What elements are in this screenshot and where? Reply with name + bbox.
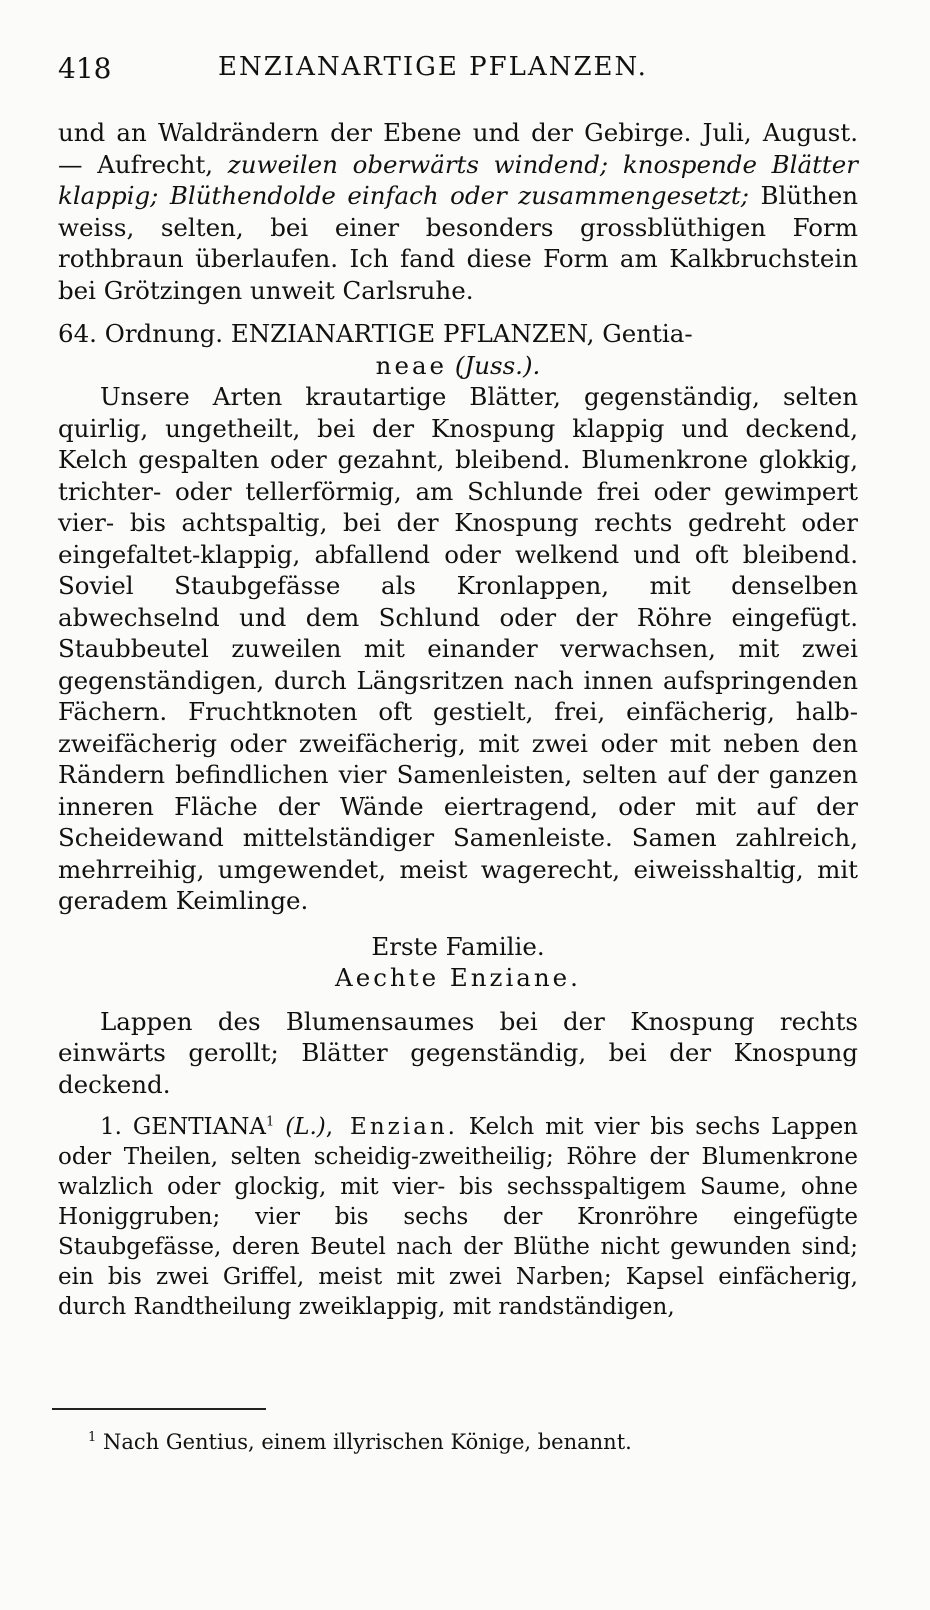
order-authority: (Juss.). [454,350,541,380]
footnote-marker: 1 [88,1430,97,1445]
page-number: 418 [58,52,112,85]
footnote-reference: 1 [265,1114,275,1130]
order-heading [58,318,858,350]
footnote-text: Nach Gentius, einem illyrischen Könige, benannt. [102,1430,632,1454]
order-description: Unsere Arten krautartige Blätter, gegenständig, selten quirlig, ungetheilt, bei der Knospung klappig und deckend, Kelch gespalten oder gezahnt, bleibend. Blumenkrone glokkig, trichter- oder tellerförmig, am Schlunde frei oder gewimpert vier- bis achtspaltig, bei der Knospung rechts gedreht oder eingefaltet-klappig, abfallend oder welkend und oft bleibend. Soviel Staubgefässe als Kronlappen, mit denselben abwechselnd und dem Schlund oder der Röhre eingefügt. Staubbeutel zuweilen mit einander verwachsen, mit zwei gegenständigen, durch Längsritzen nach innen aufspringenden Fächern. Fruchtknoten oft gestielt, frei, einfächerig, halb-zweifächerig oder zweifächerig, mit zwei oder mit neben den Rändern befindlichen vier Samenleisten, selten auf der ganzen inneren Fläche der Wände eiertragend, oder mit auf der Scheidewand mittelständiger Samenleiste. Samen zahlreich, mehrreihig, umgewendet, meist wagerecht, eiweisshaltig, mit geradem Keimlinge. [58,382,858,915]
footnote-rule [52,1408,266,1410]
family-label: Erste Familie. [371,931,545,961]
continuation-paragraph [58,117,858,306]
order-heading-line1: 64. Ordnung. ENZIANARTIGE PFLANZEN, Gentia- [58,319,693,348]
page-header [58,52,858,92]
continuation-text-a: und an Waldrändern der Ebene und der Gebirge. Juli, August. — Aufrecht, [58,118,858,179]
footnote [88,1428,848,1456]
order-heading-continued [58,350,858,382]
genus-common-name: , Enzian. [325,1114,458,1140]
continuation-text-c: Blüthen weiss, selten, bei einer besonders grossblüthigen Form rothbraun überlaufen. Ich fand diese Form am Kalkbruchstein bei Grötzingen unweit Carlsruhe. [58,181,859,305]
family-name: Aechte Enziane. [335,963,581,992]
running-title: ENZIANARTIGE PFLANZEN. [218,52,648,82]
genus-authority: (L.) [285,1114,326,1140]
genus-description: Kelch mit vier bis sechs Lappen oder Theilen, selten scheidig-zweitheilig; Röhre der Blumenkrone walzlich oder glockig, mit vier- bis sechsspaltigem Saume, ohne Honiggruben; vier bis sechs der Kronröhre eingefügte Staubgefässe, deren Beutel nach der Blüthe nicht gewunden sind; ein bis zwei Griffel, meist mit zwei Narben; Kapsel einfächerig, durch Randtheilung zweiklappig, mit randständigen, [58,1114,858,1320]
order-heading-line2: neae [375,350,448,380]
page-body [58,117,858,1322]
genus-paragraph [58,1112,858,1322]
continuation-italic-text: zuweilen oberwärts windend; knospende Blätter klappig; Blüthendolde einfach oder zusammengesetzt; [58,149,858,210]
genus-name: 1. GENTIANA [100,1114,266,1140]
family-description: Lappen des Blumensaumes bei der Knospung rechts einwärts gerollt; Blätter gegenständig, bei der Knospung deckend. [58,1006,858,1099]
